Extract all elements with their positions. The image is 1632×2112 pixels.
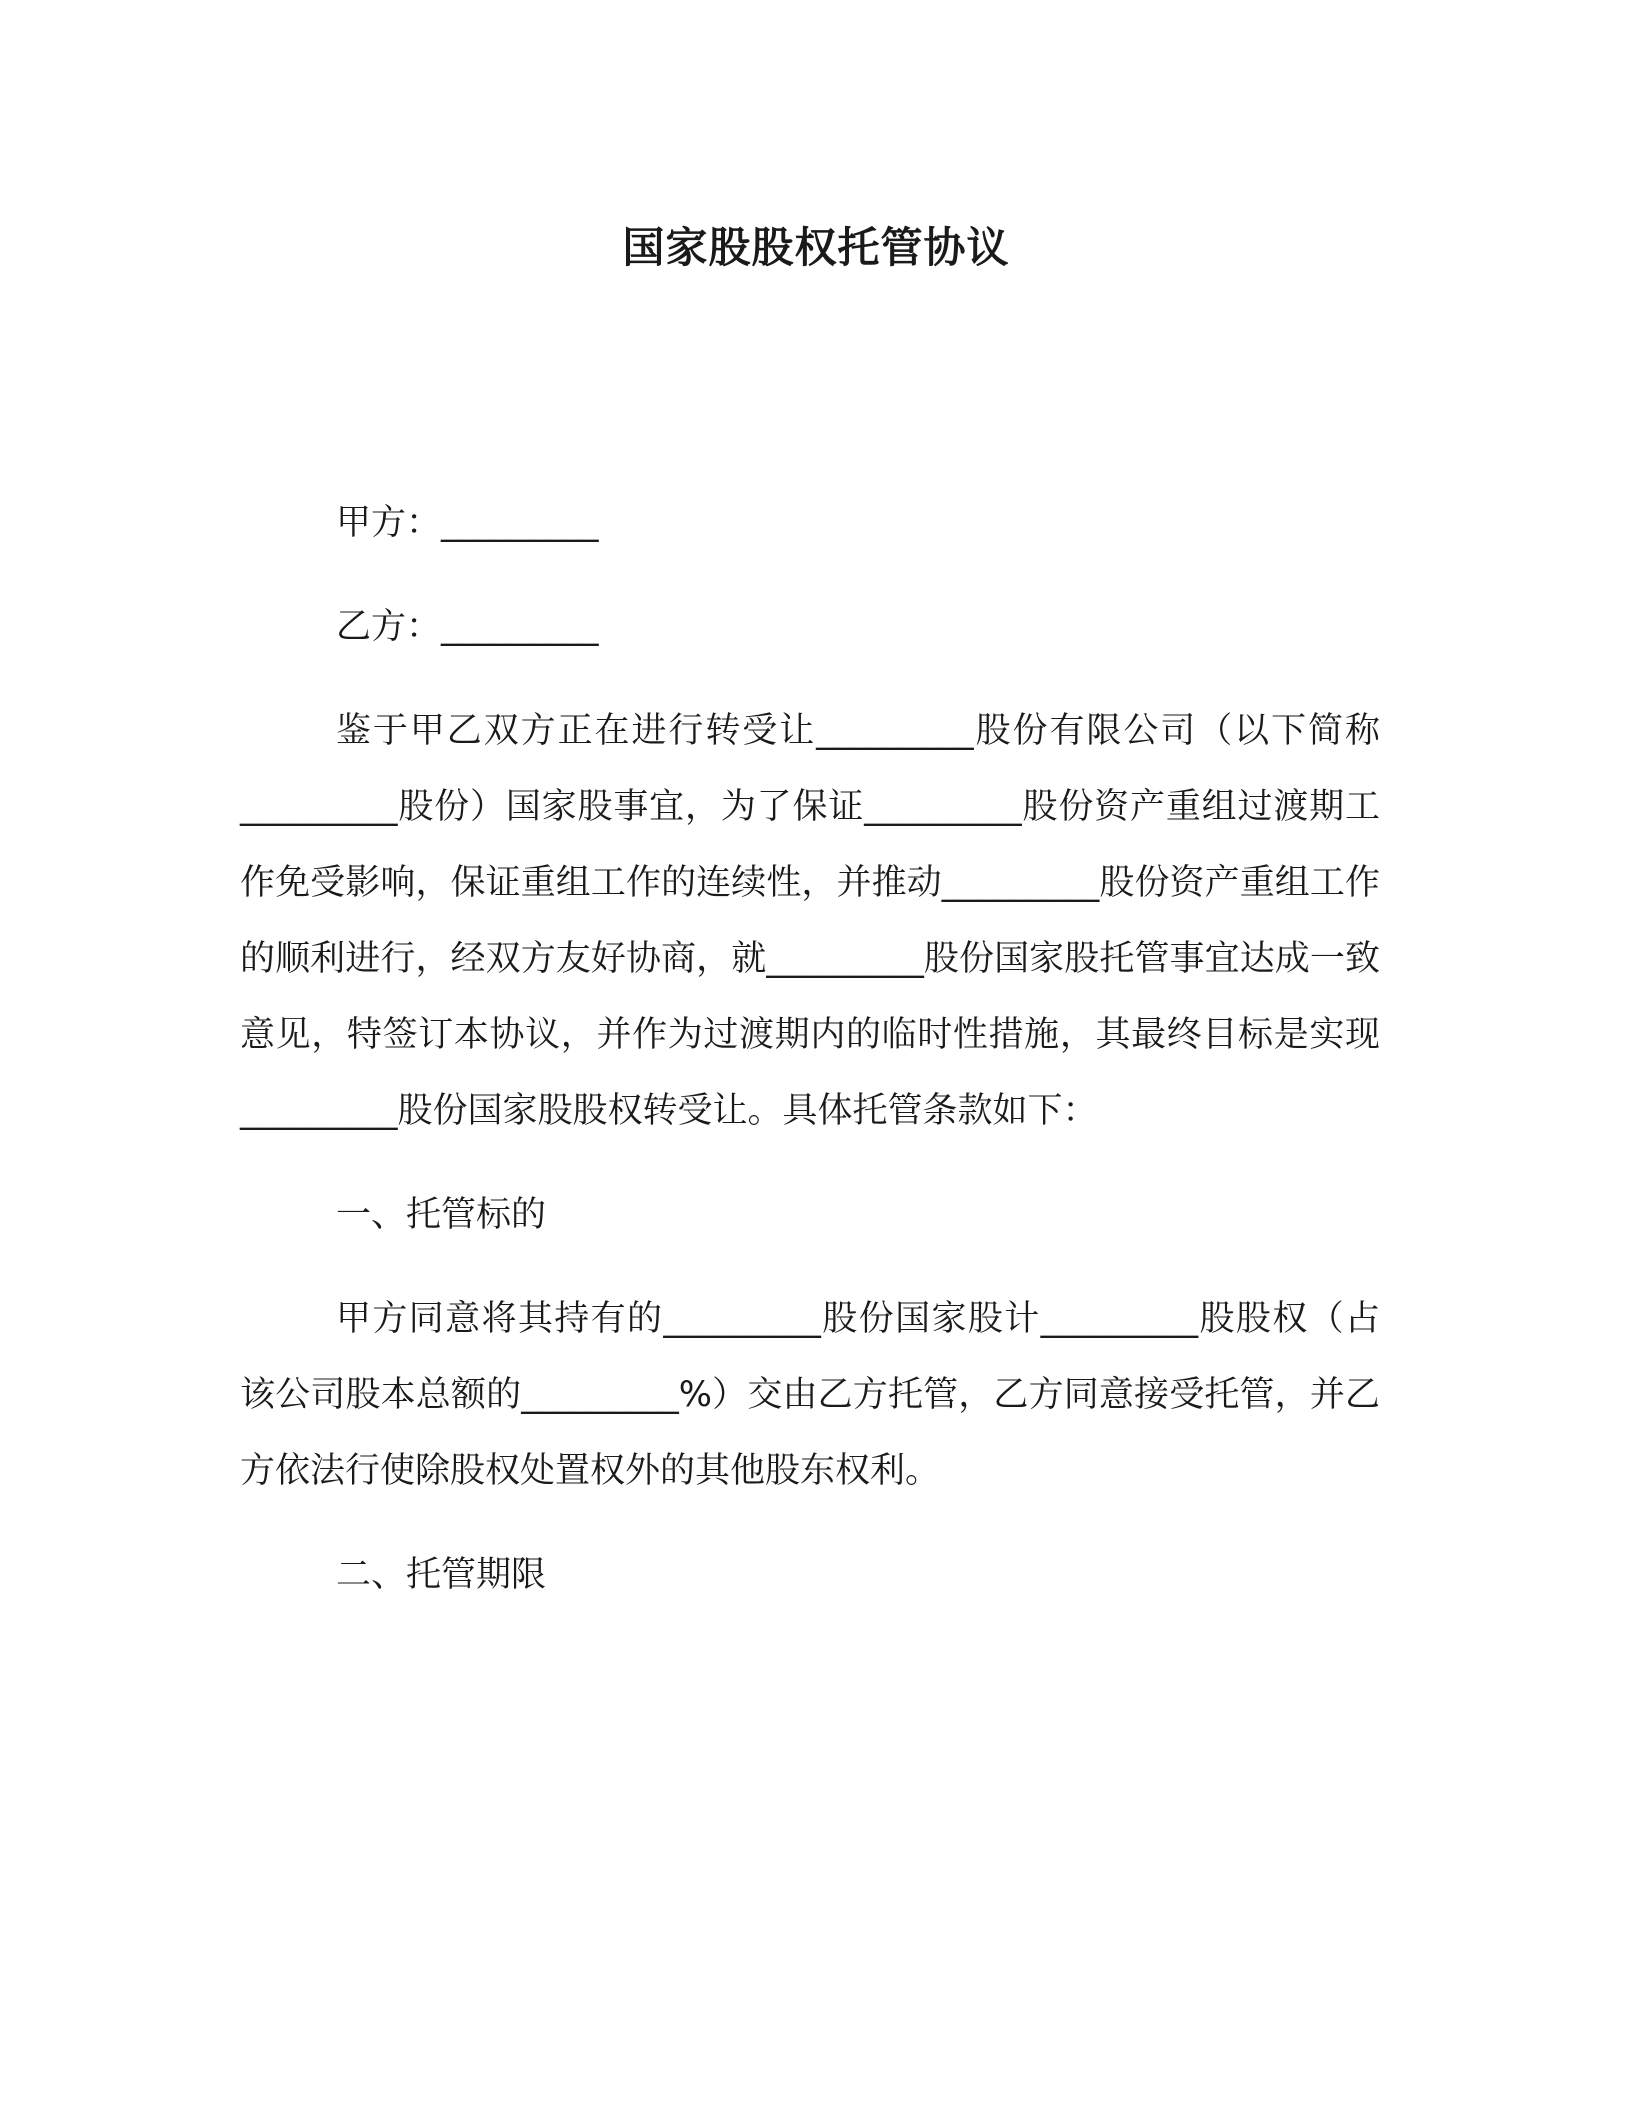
preamble-paragraph: 鉴于甲乙双方正在进行转受让_________股份有限公司（以下简称_________股份）国家股事宜，为了保证_________股份资产重组过渡期工作免受影响，保证重组工作的连续性，并推动_________股份资产重组工作的顺利进行，经双方友好协商，就_________股份国家股托管事宜达成一致意见，特签订本协议，并作为过渡期内的临时性措施，其最终目标是实现_________股份国家股股权转受让。具体托管条款如下： [240,711,1380,1131]
section-1-heading: 一、托管标的 [336,1195,547,1235]
document-title: 国家股股权托管协议 [622,223,1010,272]
party-a-line: 甲方：_________ [336,503,599,543]
document-body [240,485,1380,1613]
section-1-paragraph: 甲方同意将其持有的_________股份国家股计_________股股权（占该公司股本总额的_________%）交由乙方托管，乙方同意接受托管，并乙方依法行使除股权处置权外的其他股东权利。 [240,1299,1380,1491]
section-2-heading: 二、托管期限 [336,1555,547,1595]
party-b-line: 乙方：_________ [336,607,599,647]
